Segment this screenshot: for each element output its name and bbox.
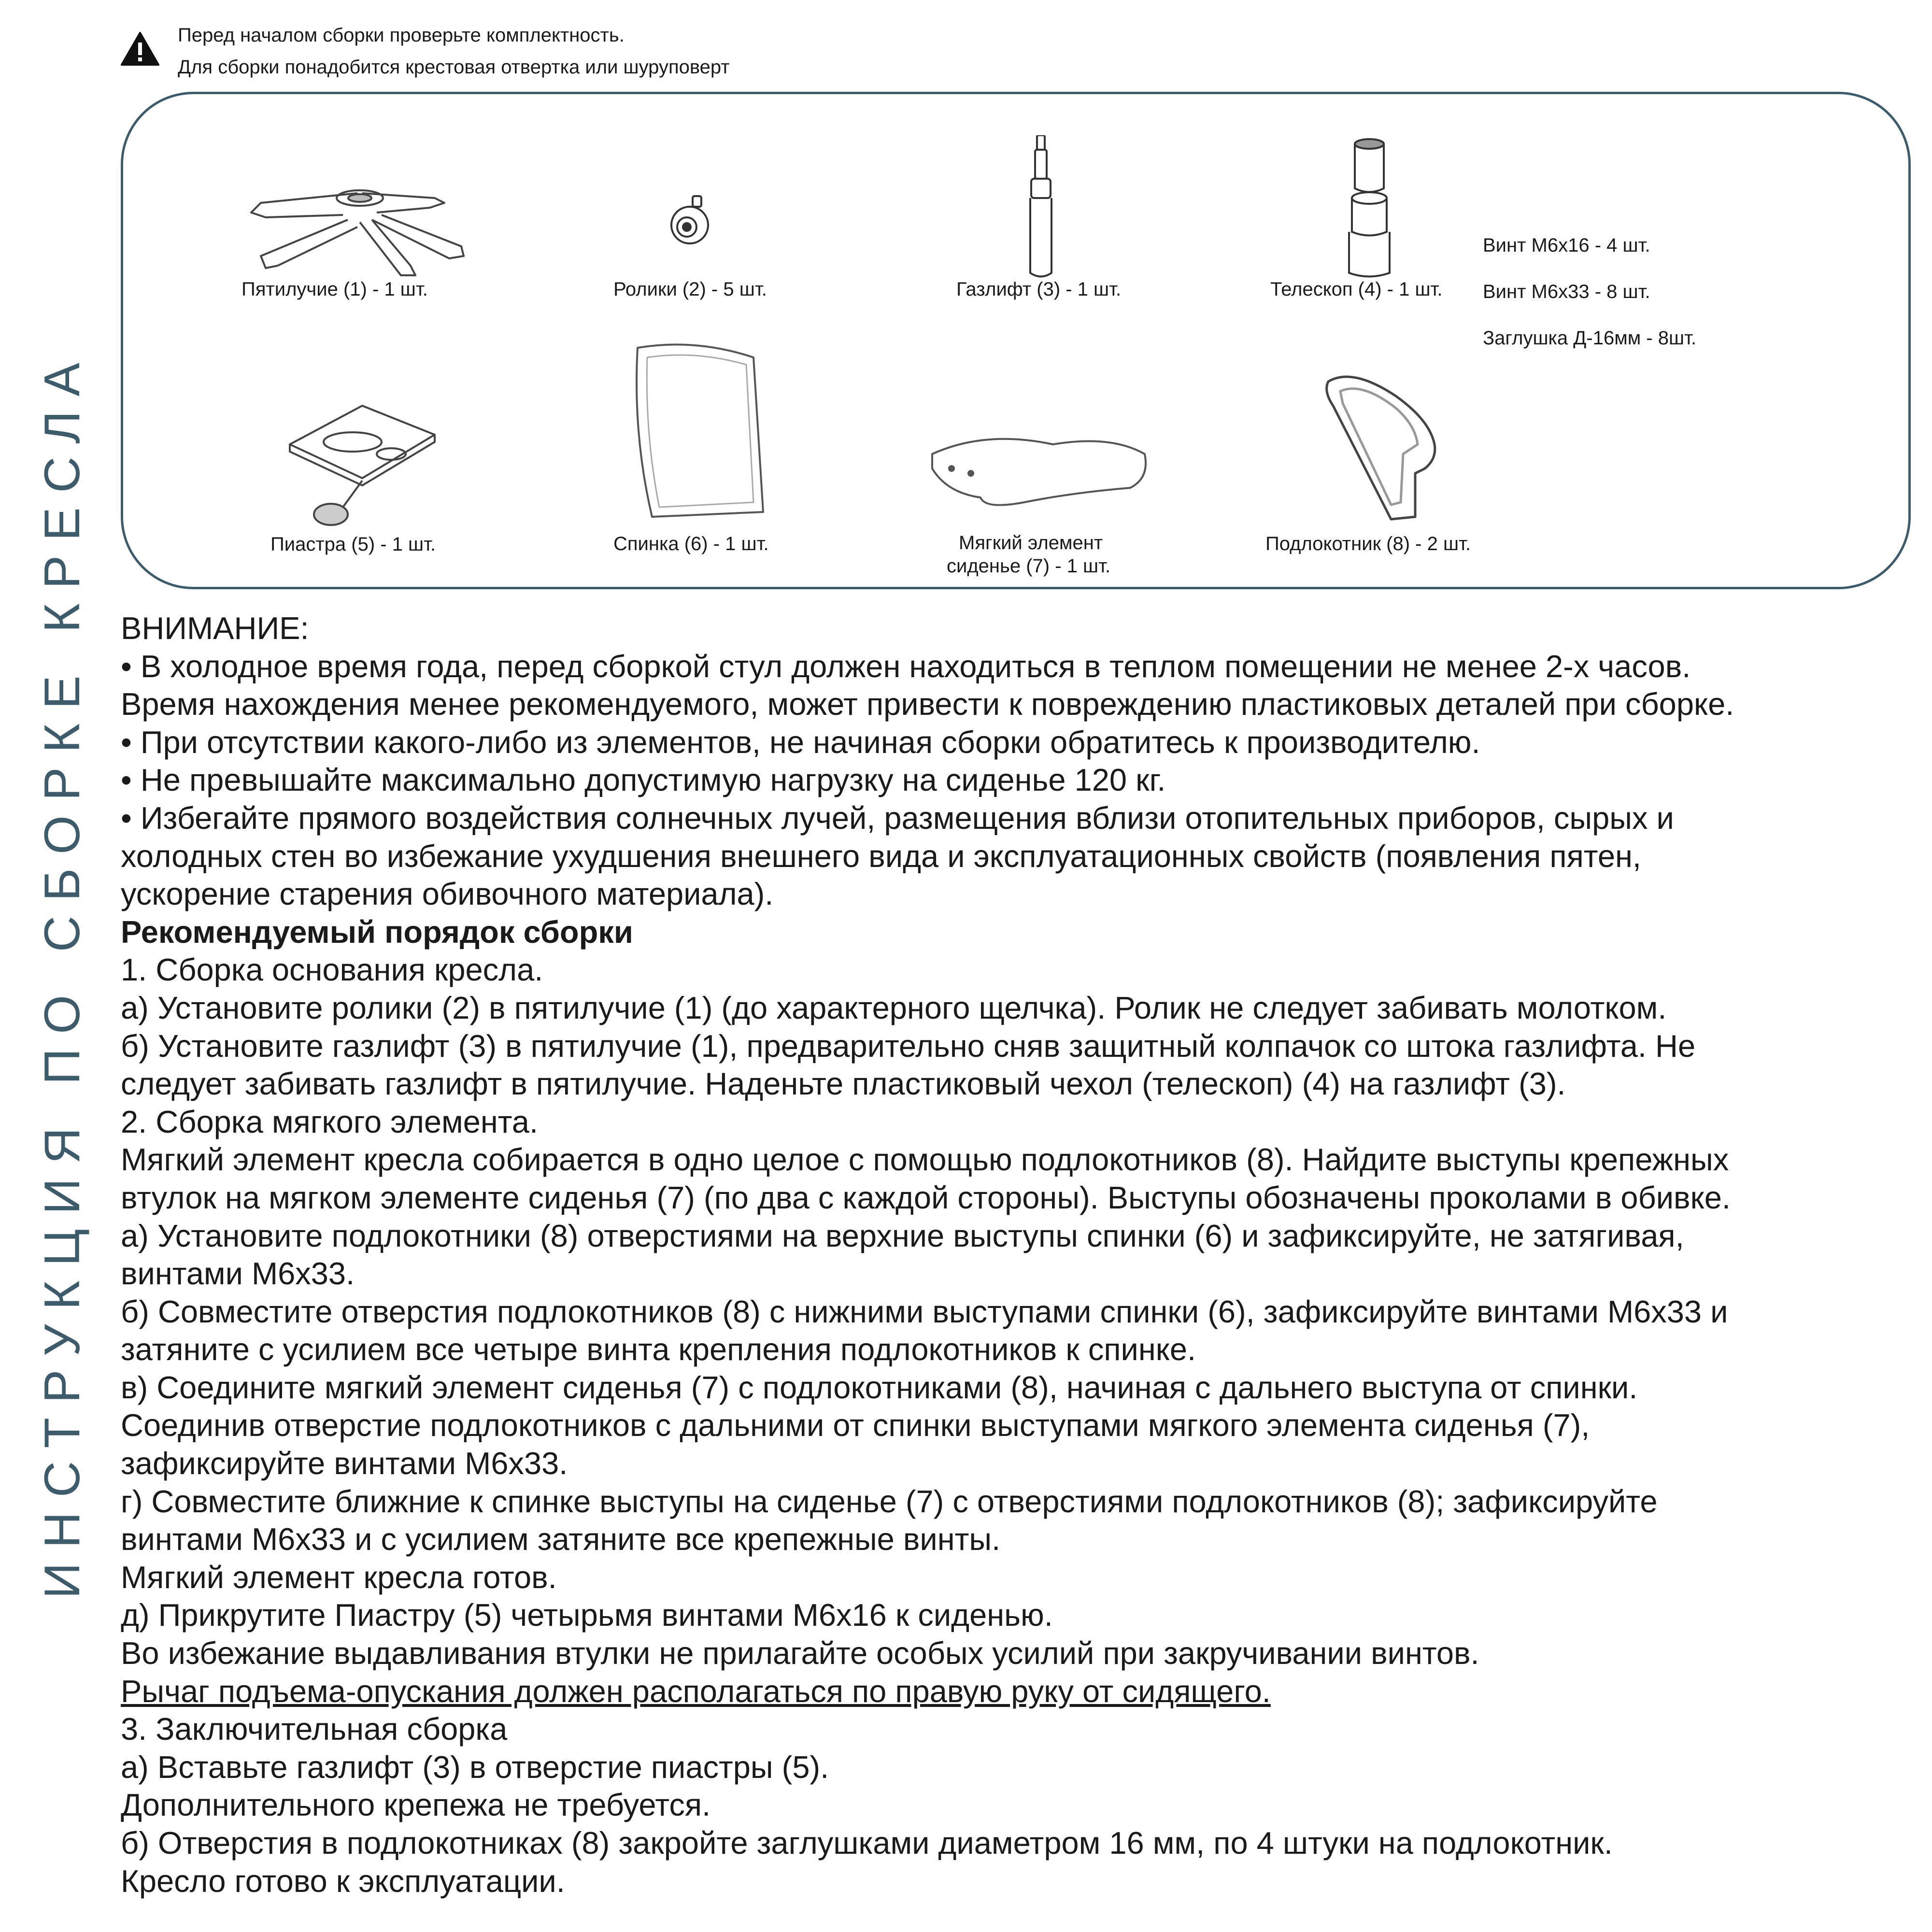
part-item (947, 135, 1164, 299)
text-line: следует забивать газлифт в пятилучие. Наденьте пластиковый чехол (телескоп) (4) на газлифт (3). (121, 1066, 1566, 1102)
text-line: затяните с усилием все четыре винта крепления подлокотников к спинке. (121, 1332, 1196, 1367)
text-line: • При отсутствии какого-либо из элементов, не начиная сборки обратитесь к производителю. (121, 724, 1480, 760)
text-line: б) Установите газлифт (3) в пятилучие (1), предварительно сняв защитный колпачок со штока газлифта. Не (121, 1028, 1696, 1064)
text-line: б) Совместите отверстия подлокотников (8) с нижними выступами спинки (6), зафиксируйте винтами М6х33 и (121, 1293, 1728, 1329)
pre-assembly-notice (178, 19, 730, 83)
part-label: сиденье (7) - 1 шт. (947, 555, 1111, 577)
part-item (599, 338, 792, 555)
part-item (270, 396, 464, 555)
lever-note: Рычаг подъема-опускания должен располагаться по правую руку от сидящего. (121, 1673, 1271, 1709)
text-line: г) Совместите ближние к спинке выступы на сиденье (7) с отверстиями подлокотников (8); зафиксируйте (121, 1483, 1658, 1519)
text-line: а) Вставьте газлифт (3) в отверстие пиастры (5). (121, 1749, 829, 1785)
text-line: д) Прикрутите Пиастру (5) четырьмя винтами М6х16 к сиденью. (121, 1597, 1053, 1633)
text-line: • В холодное время года, перед сборкой стул должен находиться в теплом помещении не менее 2-х часов. (121, 648, 1691, 684)
text-line: • Избегайте прямого воздействия солнечных лучей, размещения вблизи отопительных приборов, сырых и (121, 800, 1674, 836)
armrest-icon (1319, 367, 1444, 522)
text-line: холодных стен во избежание ухудшения внешнего вида и эксплуатационных свойств (появления пятен, (121, 838, 1641, 874)
warning-icon (121, 32, 159, 66)
text-line: 2. Сборка мягкого элемента. (121, 1104, 539, 1139)
part-item (1265, 135, 1483, 299)
text-line: Во избежание выдавливания втулки не прилагайте особых усилий при закручивании винтов. (121, 1635, 1479, 1671)
seat-cushion-icon (927, 425, 1150, 512)
text-line: 1. Сборка основания кресла. (121, 952, 543, 988)
part-label: Пятилучие (1) - 1 шт. (242, 279, 428, 300)
assembly-order-heading: Рекомендуемый порядок сборки (121, 914, 633, 950)
part-item (1265, 367, 1507, 560)
part-label: Ролики (2) - 5 шт. (613, 279, 767, 300)
part-label: Мягкий элемент (959, 532, 1103, 554)
backrest-icon (618, 338, 773, 522)
text-line: винтами М6х33 и с усилием затяните все крепежные винты. (121, 1521, 1001, 1557)
gas-lift-icon (1022, 135, 1060, 280)
text-line: б) Отверстия в подлокотниках (8) закройте заглушками диаметром 16 мм, по 4 штуки на подлокотник. (121, 1825, 1613, 1861)
text-line: винтами М6х33. (121, 1256, 355, 1292)
part-item (232, 174, 483, 300)
part-item (918, 425, 1159, 580)
text-line: Соединив отверстие подлокотников с дальними от спинки выступами мягкого элемента сиденья (7), (121, 1407, 1590, 1443)
tilt-mechanism-icon (280, 396, 444, 526)
part-label: Спинка (6) - 1 шт. (613, 533, 769, 554)
notice-line: Для сборки понадобится крестовая отвертка или шуруповерт (178, 57, 730, 78)
text-line: Кресло готово к эксплуатации. (121, 1863, 565, 1899)
text-line: Мягкий элемент кресла готов. (121, 1559, 557, 1595)
text-line: Мягкий элемент кресла собирается в одно целое с помощью подлокотников (8). Найдите выступы крепежных (121, 1142, 1729, 1178)
caster-wheel-icon (662, 193, 720, 246)
text-line: зафиксируйте винтами М6х33. (121, 1446, 568, 1481)
text-line: а) Установите ролики (2) в пятилучие (1) (до характерного щелчка). Ролик не следует забивать молотком. (121, 990, 1667, 1025)
hardware-item: Винт М6х16 - 4 шт. (1483, 235, 1650, 256)
telescope-cover-icon (1345, 135, 1393, 280)
text-line: Время нахождения менее рекомендуемого, может привести к повреждению пластиковых деталей при сборке. (121, 686, 1734, 722)
attention-heading: ВНИМАНИЕ: (121, 611, 309, 646)
part-item (599, 193, 792, 300)
part-label: Пиастра (5) - 1 шт. (270, 534, 436, 555)
text-line: в) Соедините мягкий элемент сиденья (7) с подлокотниками (8), начиная с дальнего выступа от спинки. (121, 1369, 1638, 1405)
text-line: 3. Заключительная сборка (121, 1711, 508, 1747)
hardware-item: Заглушка Д-16мм - 8шт. (1483, 327, 1697, 349)
instructions-text (121, 610, 1918, 1900)
text-line: а) Установите подлокотники (8) отверстиями на верхние выступы спинки (6) и зафиксируйте, не затягивая, (121, 1218, 1684, 1253)
hardware-item: Винт М6х33 - 8 шт. (1483, 281, 1650, 302)
text-line: ускорение старения обивочного материала). (121, 876, 774, 912)
part-label: Газлифт (3) - 1 шт. (956, 279, 1122, 300)
notice-line: Перед началом сборки проверьте комплектность. (178, 25, 625, 46)
part-label: Подлокотник (8) - 2 шт. (1265, 533, 1471, 554)
part-label: Телескоп (4) - 1 шт. (1270, 279, 1443, 300)
side-title: ИНСТРУКЦИЯ ПО СБОРКЕ КРЕСЛА (34, 348, 90, 1599)
text-line: Дополнительного крепежа не требуется. (121, 1787, 711, 1823)
text-line: втулок на мягком элементе сиденья (7) (по два с каждой стороны). Выступы обозначены проколами в обивке. (121, 1179, 1731, 1215)
text-line: • Не превышайте максимально допустимую нагрузку на сиденье 120 кг. (121, 762, 1166, 798)
hardware-list (1483, 222, 1696, 361)
five-star-base-icon (232, 174, 483, 280)
